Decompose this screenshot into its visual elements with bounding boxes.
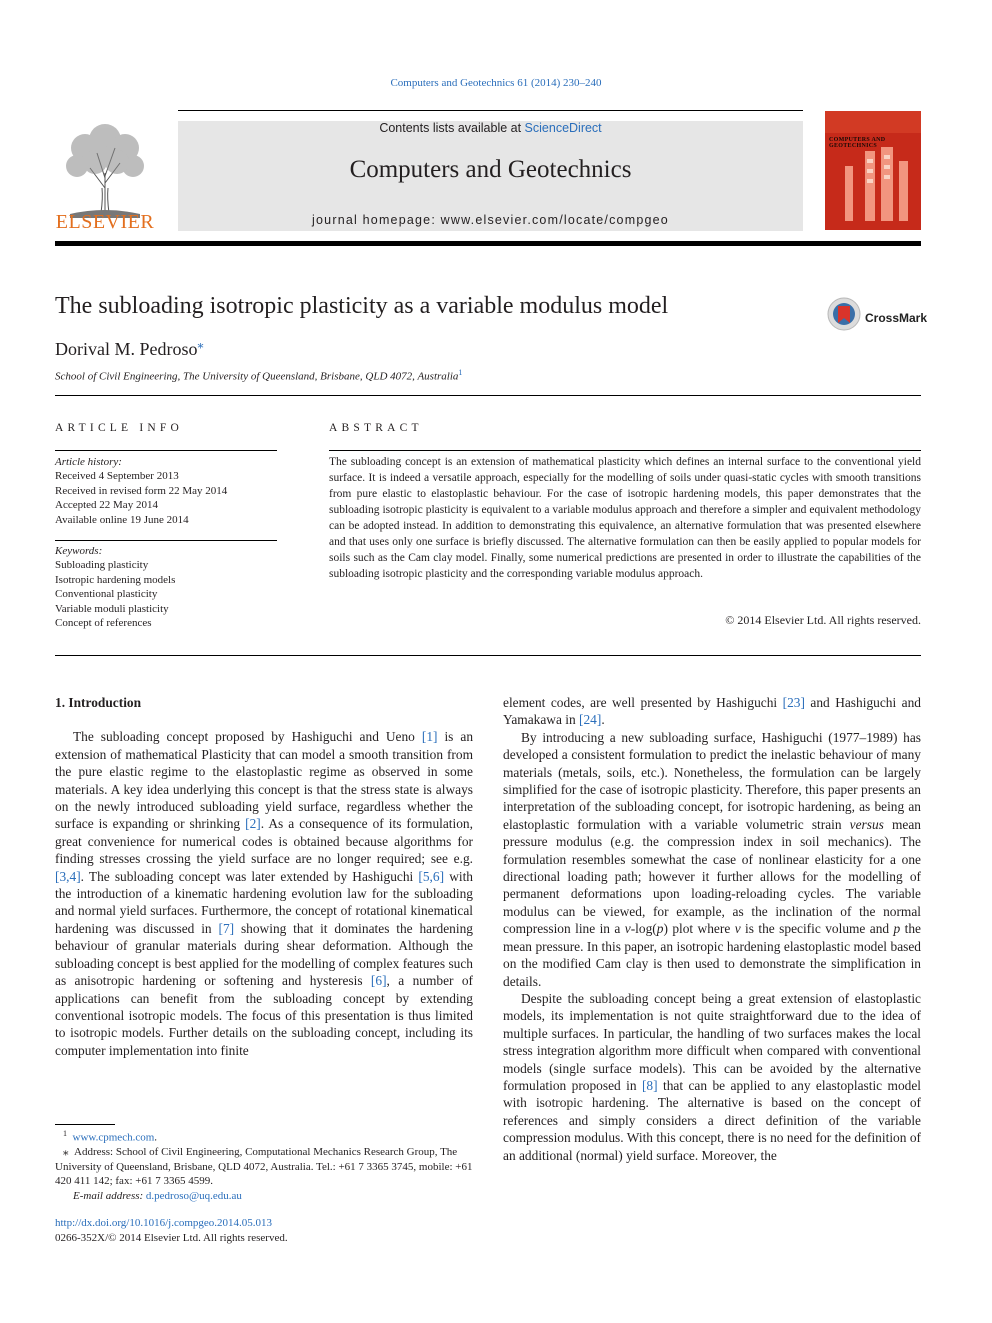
keyword-item: Concept of references [55, 617, 152, 630]
corresponding-author-mark[interactable]: ⁎ [197, 337, 204, 351]
math-variable: v [624, 921, 631, 937]
italic-run: versus [849, 816, 884, 832]
text-run: -log( [630, 921, 657, 937]
math-variable: p [893, 921, 901, 937]
cover-art [825, 111, 921, 230]
address-text: Address: School of Civil Engineering, Computational Mechanics Research Group, The University of Queensland, Brisbane, QLD 4072, Australia. Tel.: +61 7 3365 3745, mobile: +61 420 411 142; fax: +61 7 3365 4599. [55, 1146, 473, 1188]
author-name [55, 337, 204, 360]
header-thick-rule [55, 241, 921, 246]
issn-copyright-line: 0266-352X/© 2014 Elsevier Ltd. All rights reserved. [55, 1231, 288, 1244]
abstract-copyright: © 2014 Elsevier Ltd. All rights reserved. [725, 613, 921, 627]
paragraph [503, 729, 921, 990]
body-left-column [55, 694, 473, 1059]
text-run: mean pressure modulus (e.g. the compression index in soil mechanics). The formulation resembles somewhat the case of nonlinear elasticity for a one directional loading path; however it further allows for the modelling of permanent deformations upon loading-reloading cycles. The variable modulus can be viewed, for example, as the inclination of the normal compression line in a [503, 816, 921, 937]
text-run: with the introduction of a kinematic hardening evolution law for the subloading and normal yield surfaces. Furthermore, the concept of rotational kinematical hardening was discussed in [55, 868, 474, 936]
article-info-heading: ARTICLE INFO [55, 422, 183, 434]
math-variable: p [656, 921, 664, 937]
text-run: . [154, 1131, 158, 1144]
text-run: showing that it dominates the hardening behaviour of granular materials during shear deformation. Although the subloading concept is best applied for the modelling of complex features such as anisotropic hardening or softening and hysteresis [55, 920, 473, 989]
text-run: is an extension of mathematical Plasticity that can model a smooth transition from the pure elastic regime to the elastoplastic regime as observed in some materials. A key idea underlying this concept is that the stress state is always on the newly introduced subloading yield surface, regardless whether the surface is expanding or shrinking [55, 729, 474, 832]
affiliation-text: School of Civil Engineering, The University of Queensland, Brisbane, QLD 4072, Australia [55, 370, 459, 383]
abstract-text: The subloading concept is an extension of mathematical plasticity which defines an internal surface to the conventional yield surface. It is indeed a versatile approach, especially for the modelling of soils under quasi-static cycles with smooth transitions from pure elastic to elastoplastic behaviour. For the case of isotropic hardening models, this paper demonstrates that the subloading isotropic plasticity is equivalent to a variable modulus approach and therefore a simpler and equivalent methodology can be adopted instead. In addition to demonstrating this equivalence, an alternative formulation that was presented elsewhere and that uses only one surface is briefly discussed. The alternative formulation can then be easily applied to popular models for soils such as the Cam clay model. Finally, some numerical predictions are presented in order to illustrate the capabilities of the subloading isotropic plasticity and the corresponding variable modulus approach. [329, 456, 921, 580]
paragraph [503, 694, 921, 729]
text-run: . [601, 712, 605, 728]
history-item: Available online 19 June 2014 [55, 513, 189, 526]
footnotes [55, 1127, 473, 1204]
text-run: By introducing a new subloading surface, Hashiguchi (1977–1989) has developed a consistent formulation to predict the inelastic behaviour of many materials (metals, soils, etc.). Nonetheless, the formulation can be largely simplified for the case of isotropic plasticity. Therefore, this paper presents an interpretation of the subloading concept, for isotropic hardening, as being an elastoplastic formulation with a variable volumetric strain [503, 729, 921, 832]
body-right-column [503, 694, 921, 1164]
affiliation-footnote-mark[interactable]: 1 [458, 368, 463, 377]
text-run: The subloading concept proposed by Hashiguchi and Ueno [73, 729, 422, 745]
citation-ref[interactable]: [23] [782, 695, 805, 710]
abstract-rule [329, 450, 921, 451]
journal-homepage[interactable]: journal homepage: www.elsevier.com/locate/compgeo [312, 213, 669, 227]
contents-available-line [178, 121, 803, 135]
crossmark-icon[interactable] [827, 297, 861, 331]
elsevier-wordmark: ELSEVIER [55, 211, 155, 233]
footnote-mark: ⁎ [63, 1146, 69, 1159]
history-item: Received in revised form 22 May 2014 [55, 484, 228, 497]
top-rule [178, 110, 803, 111]
citation-ref[interactable]: [3,4] [55, 868, 81, 884]
keywords-rule [55, 540, 277, 541]
doi-block [55, 1216, 288, 1245]
text-run: the mean pressure. In this paper, an isotropic hardening elastoplastic model based on the modified Cam clay is then used to demonstrate the simplification in details. [503, 921, 922, 989]
text-run: Despite the subloading concept being a great extension of elastoplastic models, its implementation is not quite straightforward due to the idea of multiple surfaces. In particular, the handling of two surfaces makes the local stress integration algorithm more difficult when compared with conventional models (single surface models). This can be avoided by the alternative formulation proposed in [503, 990, 921, 1093]
paragraph [503, 990, 921, 1164]
text-run: and Hashiguchi and Yamakawa in [503, 695, 921, 728]
footnote-1 [55, 1127, 473, 1145]
email-line [55, 1189, 473, 1204]
text-run: element codes, are well presented by Hashiguchi [503, 695, 783, 710]
keyword-item: Variable moduli plasticity [55, 602, 169, 615]
history-label: Article history: [55, 456, 122, 468]
text-run: . The subloading concept was later extended by Hashiguchi [80, 868, 419, 884]
text-run: , a number of applications can benefit from the subloading concept by extending conventional isotropic models. The focus of this presentation is thus limited to isotropic models. Further details on the subloading concept, including its computer implementation into finite [55, 973, 474, 1058]
abstract-heading: ABSTRACT [329, 422, 423, 434]
journal-name: Computers and Geotechnics [349, 156, 632, 183]
citation-ref[interactable]: [24] [579, 712, 602, 728]
website-link[interactable]: www.cpmech.com [72, 1131, 155, 1144]
text-run: is the specific volume and [740, 921, 894, 937]
keywords-label: Keywords: [55, 545, 103, 557]
citation-ref[interactable]: [2] [245, 816, 261, 832]
cover-title: COMPUTERS AND GEOTECHNICS [829, 137, 886, 149]
keywords-list [55, 544, 277, 630]
citation-ref[interactable]: [1] [421, 729, 438, 745]
keyword-item: Subloading plasticity [55, 559, 149, 572]
divider-rule [55, 655, 921, 656]
text-run: . As a consequence of its formulation, great convenience for numerical codes is obtained because algorithms for finding stresses crossing the yield surface are no longer required; see e.g. [55, 816, 473, 867]
history-item: Received 4 September 2013 [55, 470, 179, 483]
section-heading-introduction: 1. Introduction [55, 695, 142, 710]
corresponding-author-footnote [55, 1145, 473, 1189]
paragraph [55, 728, 473, 1059]
contents-prefix: Contents lists available at [379, 121, 525, 135]
email-link[interactable]: d.pedroso@uq.edu.au [145, 1190, 242, 1203]
sciencedirect-link[interactable]: ScienceDirect [524, 121, 602, 135]
footnote-rule [55, 1124, 115, 1125]
footnote-mark: 1 [63, 1129, 67, 1138]
article-info-rule [55, 450, 277, 451]
crossmark-label[interactable]: CrossMark [865, 311, 928, 325]
author-affiliation [55, 368, 462, 383]
text-run: ) plot where [663, 921, 735, 937]
author-text: Dorival M. Pedroso [55, 339, 198, 359]
citation-ref[interactable]: [5,6] [418, 868, 445, 884]
citation-ref[interactable]: [8] [641, 1077, 658, 1093]
divider-rule [55, 395, 921, 396]
doi-link[interactable]: http://dx.doi.org/10.1016/j.compgeo.2014.05.013 [55, 1217, 273, 1229]
citation-ref[interactable]: [7] [218, 920, 235, 936]
journal-citation[interactable]: Computers and Geotechnics 61 (2014) 230–240 [390, 77, 602, 89]
keyword-item: Conventional plasticity [55, 588, 158, 601]
email-label: E-mail address: [73, 1190, 144, 1203]
article-history [55, 455, 277, 527]
history-item: Accepted 22 May 2014 [55, 499, 158, 512]
article-title: The subloading isotropic plasticity as a variable modulus model [55, 293, 669, 319]
keyword-item: Isotropic hardening models [55, 573, 176, 586]
citation-ref[interactable]: [6] [370, 973, 387, 989]
journal-cover-image [825, 111, 921, 230]
math-variable: v [734, 921, 741, 937]
text-run: that can be applied to any elastoplastic model with isotropic hardening. The alternative is based on the concept of references and simply considers a direct definition of the variable compression modulus. With this concept, there is no need for the definition of an additional (normal) yield surface. Moreover, the [503, 1077, 921, 1163]
